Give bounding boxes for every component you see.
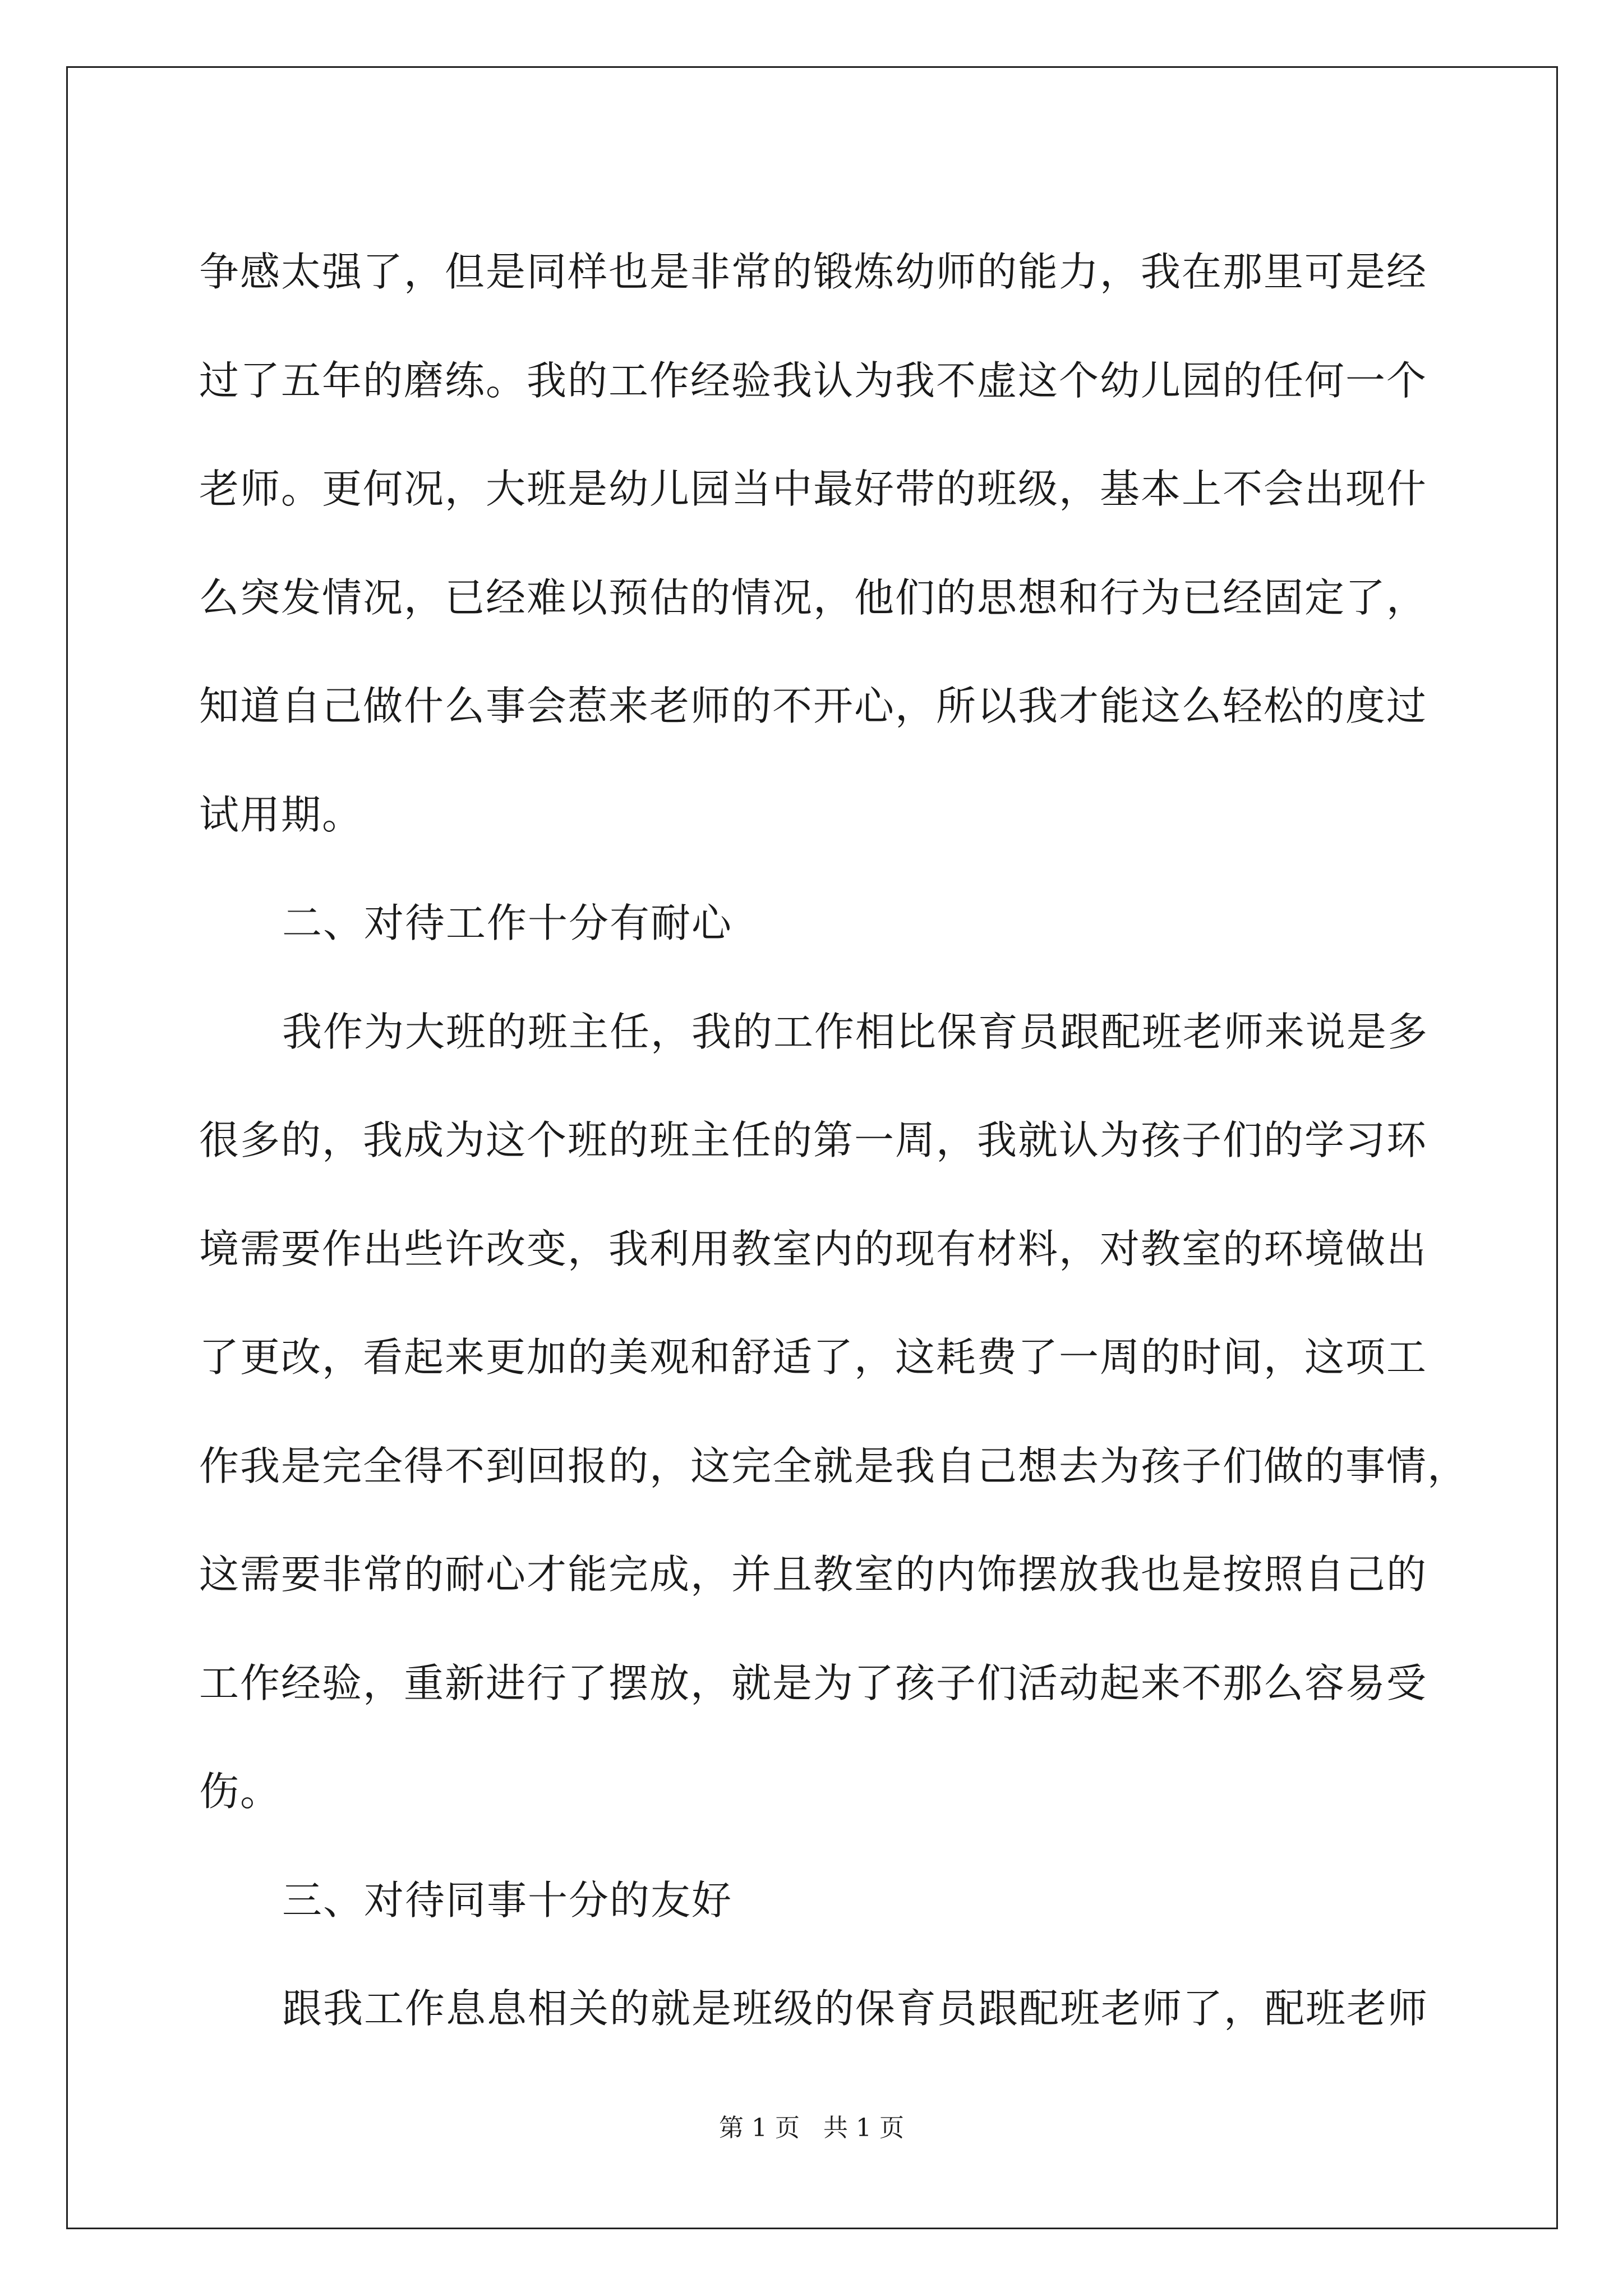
paragraph-first-line: 跟我工作息息相关的就是班级的保育员跟配班老师了，配班老师	[282, 1985, 1429, 2032]
body-line: 境需要作出些许改变，我利用教室内的现有材料，对教室的环境做出	[199, 1225, 1428, 1272]
body-line: 过了五年的磨练。我的工作经验我认为我不虚这个幼儿园的任何一个	[199, 357, 1428, 404]
body-line: 了更改，看起来更加的美观和舒适了，这耗费了一周的时间，这项工	[199, 1334, 1428, 1381]
body-line: 争感太强了，但是同样也是非常的锻炼幼师的能力，我在那里可是经	[199, 249, 1428, 295]
page-footer: 第 1 页 共 1 页	[719, 2114, 904, 2142]
body-line: 么突发情况，已经难以预估的情况，他们的思想和行为已经固定了，	[199, 574, 1428, 621]
body-line: 作我是完全得不到回报的，这完全就是我自己想去为孩子们做的事情，	[199, 1442, 1469, 1489]
section-heading: 二、对待工作十分有耐心	[282, 900, 733, 946]
body-line: 很多的，我成为这个班的班主任的第一周，我就认为孩子们的学习环	[199, 1117, 1428, 1163]
paragraph-first-line: 我作为大班的班主任，我的工作相比保育员跟配班老师来说是多	[282, 1008, 1429, 1055]
body-line: 伤。	[199, 1768, 282, 1815]
body-line: 这需要非常的耐心才能完成，并且教室的内饰摆放我也是按照自己的	[199, 1551, 1428, 1598]
section-heading: 三、对待同事十分的友好	[282, 1876, 733, 1924]
body-line: 工作经验，重新进行了摆放，就是为了孩子们活动起来不那么容易受	[199, 1659, 1428, 1706]
body-line: 试用期。	[199, 791, 363, 838]
document-body	[199, 218, 1469, 2063]
body-line: 老师。更何况，大班是幼儿园当中最好带的班级，基本上不会出现什	[199, 466, 1428, 512]
body-line: 知道自己做什么事会惹来老师的不开心，所以我才能这么轻松的度过	[199, 683, 1428, 729]
